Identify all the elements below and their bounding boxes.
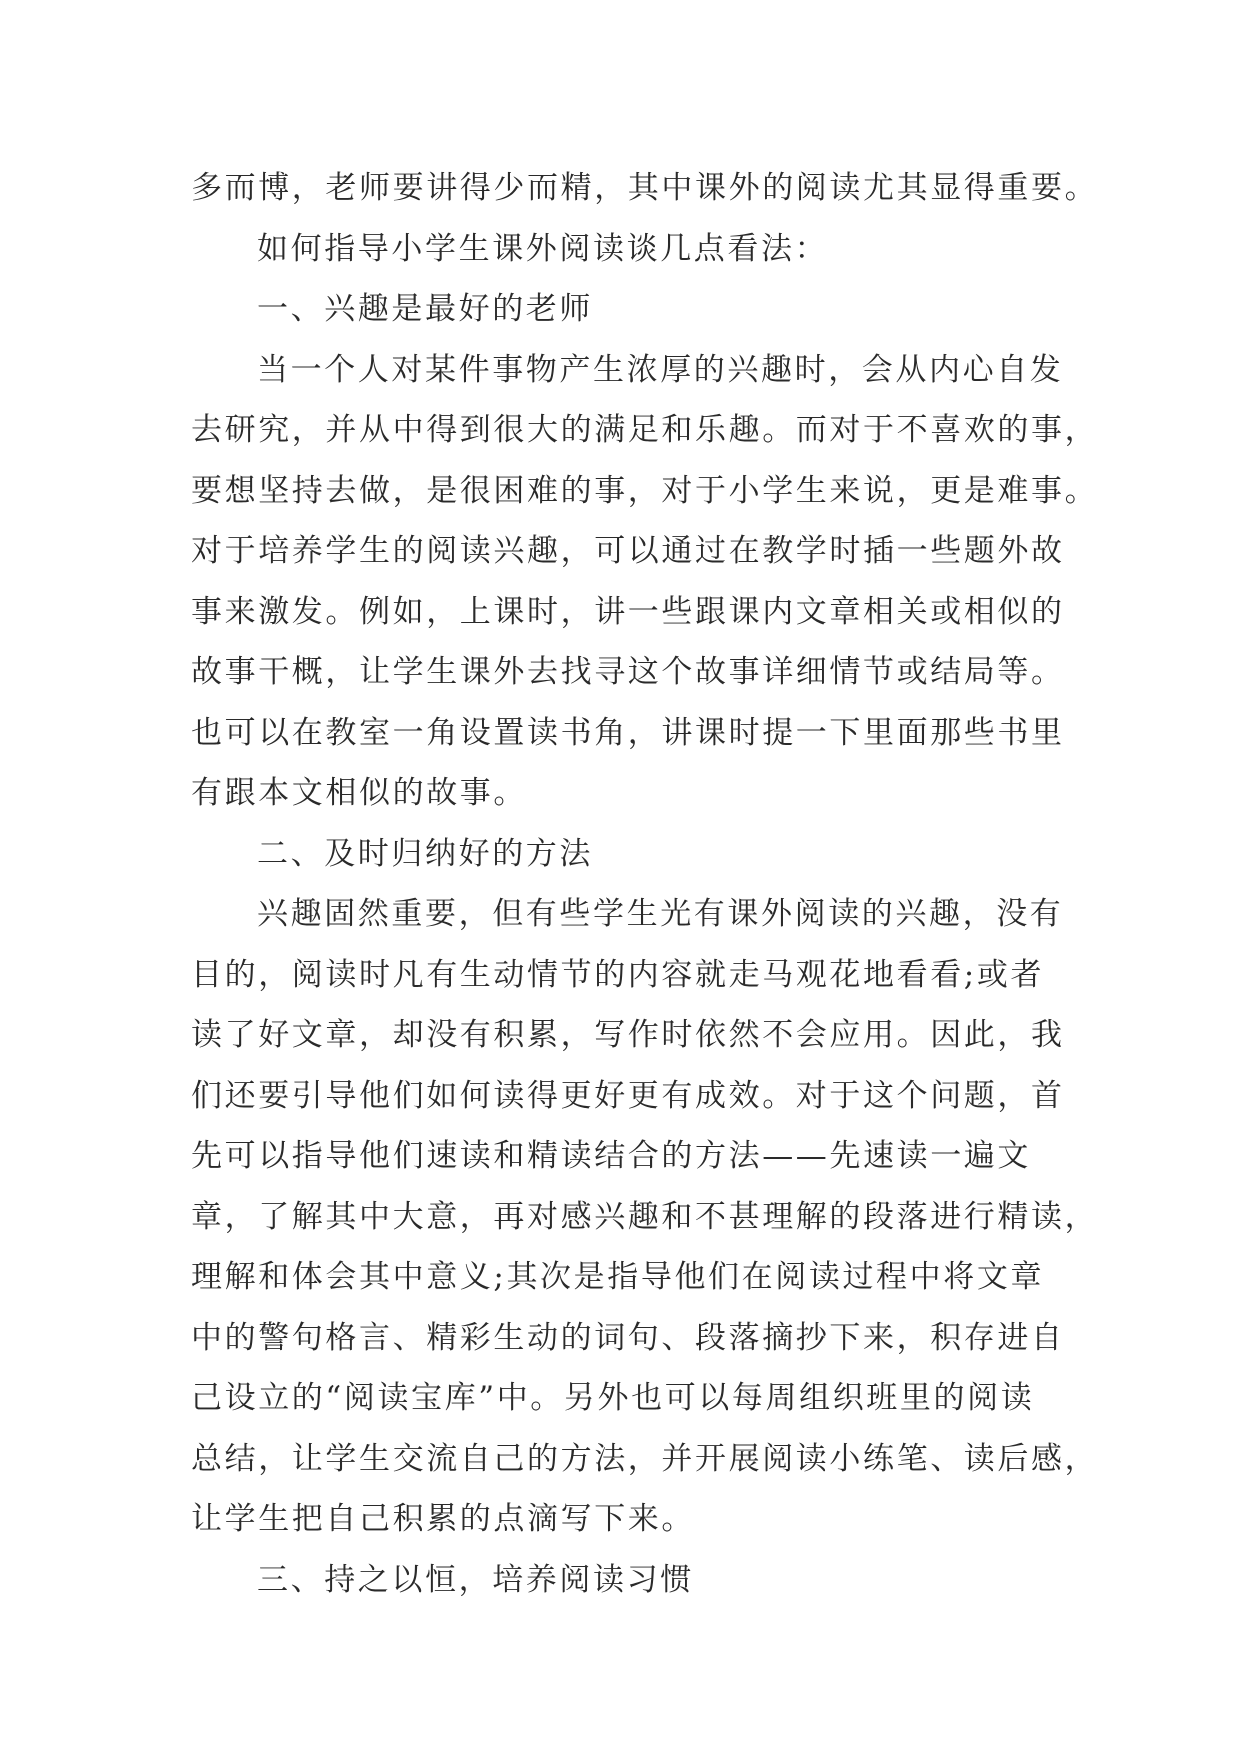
text-line: 有跟本文相似的故事。 (191, 775, 527, 811)
text-line: 目的，阅读时凡有生动情节的内容就走马观花地看看;或者 (191, 956, 1045, 993)
text-line: 也可以在教室一角设置读书角，讲课时提一下里面那些书里 (191, 714, 1065, 751)
text-line: 要想坚持去做，是很困难的事，对于小学生来说，更是难事。 (191, 472, 1099, 509)
section-heading: 二、及时归纳好的方法 (257, 835, 593, 872)
text-line: 中的警句格言、精彩生动的词句、段落摘抄下来，积存进自 (191, 1319, 1065, 1356)
text-line: 们还要引导他们如何读得更好更有成效。对于这个问题，首 (191, 1077, 1065, 1114)
document-body (191, 158, 1099, 1610)
text-line: 让学生把自己积累的点滴写下来。 (191, 1501, 695, 1537)
text-line: 对于培养学生的阅读兴趣，可以通过在教学时插一些题外故 (191, 533, 1065, 569)
text-line: 事来激发。例如，上课时，讲一些跟课内文章相关或相似的 (191, 593, 1065, 630)
section-heading: 三、持之以恒，培养阅读习惯 (257, 1561, 694, 1598)
text-line: 先可以指导他们速读和精读结合的方法——先速读一遍文 (191, 1138, 1031, 1174)
text-line: 如何指导小学生课外阅读谈几点看法： (257, 230, 829, 267)
text-line: 故事干概，让学生课外去找寻这个故事详细情节或结局等。 (191, 654, 1065, 690)
text-line: 兴趣固然重要，但有些学生光有课外阅读的兴趣，没有 (257, 896, 1064, 932)
text-line: 多而博，老师要讲得少而精，其中课外的阅读尤其显得重要。 (191, 170, 1099, 206)
text-line: 去研究，并从中得到很大的满足和乐趣。而对于不喜欢的事， (191, 412, 1099, 448)
text-line: 总结，让学生交流自己的方法，并开展阅读小练笔、读后感， (191, 1440, 1099, 1477)
section-heading: 一、兴趣是最好的老师 (257, 291, 593, 327)
text-line: 读了好文章，却没有积累，写作时依然不会应用。因此，我 (191, 1017, 1065, 1053)
text-line: 当一个人对某件事物产生浓厚的兴趣时，会从内心自发 (257, 351, 1064, 388)
text-line: 己设立的“阅读宝库”中。另外也可以每周组织班里的阅读 (191, 1380, 1035, 1416)
text-line: 章，了解其中大意，再对感兴趣和不甚理解的段落进行精读， (191, 1198, 1099, 1235)
text-line: 理解和体会其中意义;其次是指导他们在阅读过程中将文章 (191, 1259, 1045, 1295)
